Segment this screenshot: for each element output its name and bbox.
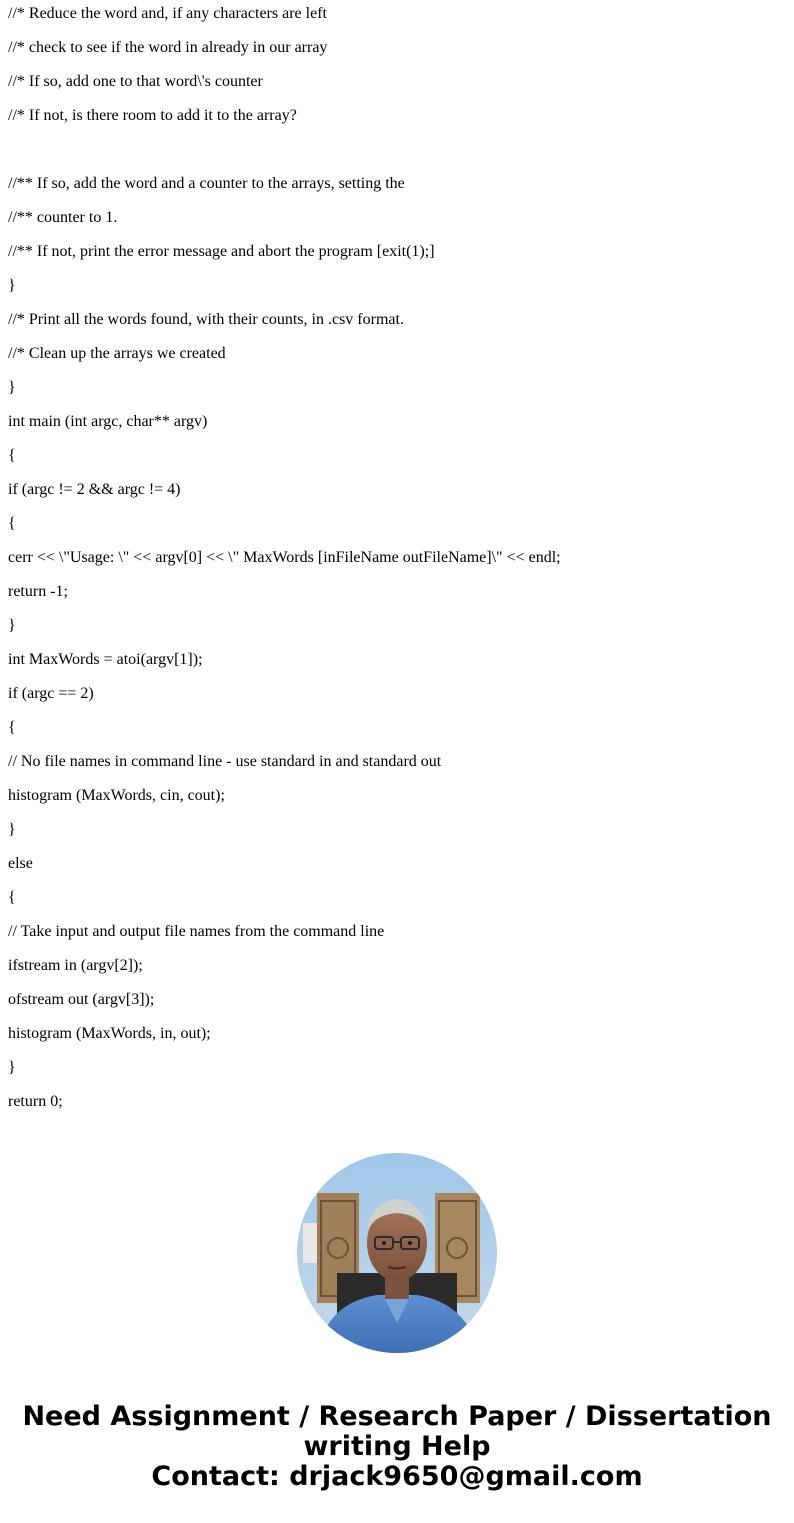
code-line: // Take input and output file names from the command line (8, 923, 385, 940)
code-line: { (8, 515, 16, 532)
code-listing (8, 0, 788, 1122)
contact-banner (0, 1402, 794, 1492)
code-line: int main (int argc, char** argv) (8, 413, 208, 430)
code-line: //* Clean up the arrays we created (8, 345, 226, 362)
code-line: histogram (MaxWords, in, out); (8, 1025, 211, 1042)
author-photo (297, 1153, 497, 1353)
code-line: if (argc == 2) (8, 685, 94, 702)
code-line: } (8, 821, 16, 838)
code-line: { (8, 719, 16, 736)
code-line: else (8, 855, 33, 872)
code-line: //* If not, is there room to add it to the array? (8, 107, 297, 124)
code-line: } (8, 277, 16, 294)
code-line: //** If not, print the error message and abort the program [exit(1);] (8, 243, 435, 260)
code-line: cerr << \"Usage: \" << argv[0] << \" MaxWords [inFileName outFileName]\" << endl; (8, 549, 561, 566)
code-line (8, 136, 788, 170)
banner-line-2: writing Help (303, 1431, 491, 1462)
code-line: return 0; (8, 1093, 63, 1110)
code-line: if (argc != 2 && argc != 4) (8, 481, 181, 498)
code-line: //* If so, add one to that word\'s counter (8, 73, 263, 90)
code-line: ifstream in (argv[2]); (8, 957, 143, 974)
code-line: //** If so, add the word and a counter to the arrays, setting the (8, 175, 405, 192)
code-line: histogram (MaxWords, cin, cout); (8, 787, 225, 804)
code-line: } (8, 617, 16, 634)
code-line: //** counter to 1. (8, 209, 118, 226)
code-line: return -1; (8, 583, 68, 600)
code-line: //* Reduce the word and, if any characters are left (8, 5, 327, 22)
code-line: } (8, 1059, 16, 1076)
code-line: int MaxWords = atoi(argv[1]); (8, 651, 203, 668)
code-line: { (8, 447, 16, 464)
contact-email: Contact: drjack9650@gmail.com (151, 1461, 643, 1492)
code-line: //* check to see if the word in already in our array (8, 39, 328, 56)
code-line: //* Print all the words found, with their counts, in .csv format. (8, 311, 404, 328)
code-line: ofstream out (argv[3]); (8, 991, 155, 1008)
code-line: // No file names in command line - use standard in and standard out (8, 753, 442, 770)
code-line: { (8, 889, 16, 906)
banner-line-1: Need Assignment / Research Paper / Dissertation (22, 1401, 772, 1432)
code-line: } (8, 379, 16, 396)
